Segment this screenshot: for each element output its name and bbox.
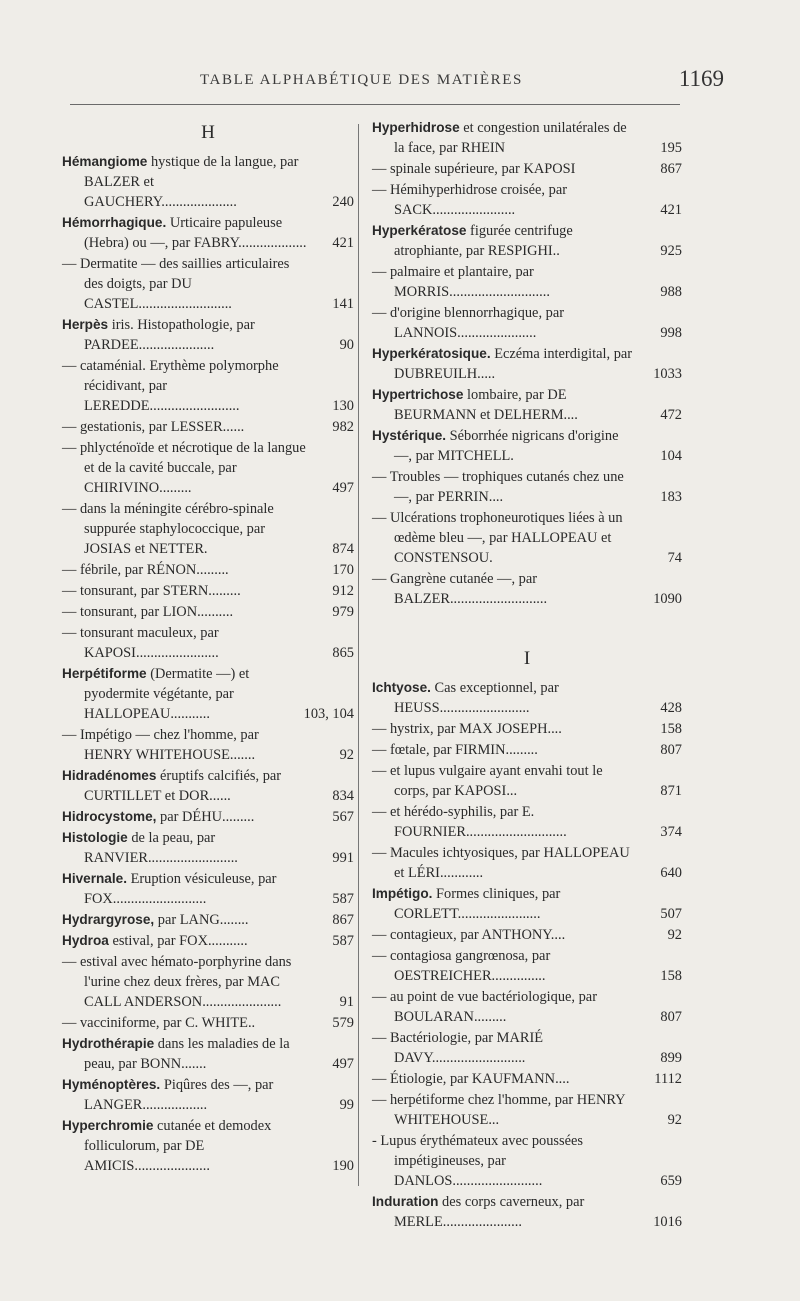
entry-page-number: 867 — [332, 912, 354, 928]
entry-text: — gestationis, par LESSER...... — [62, 419, 245, 435]
entry-page-number: 90 — [339, 337, 354, 353]
entry-text: — cataménial. Erythème polymorphe récidivant, par LEREDDE......................... — [62, 358, 279, 414]
entry-text: — contagiosa gangrœnosa, par OESTREICHER............... — [372, 948, 551, 984]
index-entry — [62, 725, 354, 765]
entry-keyword: Hémorrhagique. — [62, 215, 167, 230]
index-entry — [372, 426, 682, 466]
entry-text: — Gangrène cutanée —, par BALZER........................... — [372, 571, 548, 607]
entry-text: estival, par FOX........... — [108, 933, 248, 949]
entry-keyword: Hystérique. — [372, 428, 447, 443]
index-entry — [62, 1034, 354, 1074]
entry-page-number: 374 — [660, 824, 682, 840]
entry-text: dans les maladies de la peau, par BONN....... — [84, 1036, 290, 1072]
entry-keyword: Hyménoptères. — [62, 1077, 161, 1092]
index-entry — [62, 560, 354, 580]
index-entry — [62, 254, 354, 314]
entry-keyword: Herpétiforme — [62, 666, 147, 681]
entry-text: — Impétigo — chez l'homme, par HENRY WHITEHOUSE....... — [62, 727, 259, 763]
page-number: 1169 — [678, 66, 724, 91]
entry-keyword: Hyperkératose — [372, 223, 467, 238]
entry-text: — fébrile, par RÉNON......... — [62, 562, 229, 578]
index-entry — [62, 602, 354, 622]
index-entry-list — [62, 152, 354, 1176]
left-column — [62, 118, 354, 1177]
entry-text: Eczéma interdigital, par DUBREUILH..... — [394, 346, 633, 382]
entry-page-number: 183 — [660, 489, 682, 505]
entry-page-number: 158 — [660, 968, 682, 984]
entry-keyword: Hidradénomes — [62, 768, 157, 783]
entry-text: — dans la méningite cérébro-spinale suppurée staphylococcique, par JOSIAS et NETTER. — [62, 501, 274, 557]
entry-text: — et lupus vulgaire ayant envahi tout le corps, par KAPOSI... — [372, 763, 603, 799]
index-entry — [372, 385, 682, 425]
entry-page-number: 74 — [667, 550, 682, 566]
entry-page-number: 807 — [660, 742, 682, 758]
entry-keyword: Hydrargyrose, — [62, 912, 155, 927]
entry-text: — Troubles — trophiques cutanés chez une —, par PERRIN.... — [372, 469, 624, 505]
entry-page-number: 240 — [332, 194, 354, 210]
entry-keyword: Induration — [372, 1194, 439, 1209]
index-entry — [62, 807, 354, 827]
entry-page-number: 91 — [339, 994, 354, 1010]
entry-text: — et hérédo-syphilis, par E. FOURNIER............................ — [372, 804, 567, 840]
entry-text: — tonsurant, par STERN......... — [62, 583, 241, 599]
entry-text: Séborrhée nigricans d'origine —, par MITCHELL. — [394, 428, 619, 464]
entry-text: Cas exceptionnel, par HEUSS......................... — [394, 680, 559, 716]
index-entry — [372, 884, 682, 924]
entry-text: Formes cliniques, par CORLETT....................... — [394, 886, 561, 922]
index-entry — [62, 152, 354, 212]
right-column — [372, 118, 682, 1233]
entry-text: des corps caverneux, par MERLE...................... — [394, 1194, 585, 1230]
entry-text: et congestion unilatérales de la face, par RHEIN — [394, 120, 627, 156]
index-entry — [372, 761, 682, 801]
index-entry — [62, 869, 354, 909]
entry-page-number: 988 — [660, 284, 682, 300]
entry-text: — spinale supérieure, par KAPOSI — [372, 161, 576, 177]
entry-page-number: 497 — [332, 1056, 354, 1072]
entry-page-number: 991 — [332, 850, 354, 866]
entry-page-number: 190 — [332, 1158, 354, 1174]
entry-page-number: 1112 — [654, 1071, 682, 1087]
entry-text: iris. Histopathologie, par PARDEE..................... — [84, 317, 255, 353]
entry-text: par LANG........ — [154, 912, 249, 928]
entry-page-number: 99 — [339, 1097, 354, 1113]
entry-keyword: Impétigo. — [372, 886, 433, 901]
index-entry — [62, 417, 354, 437]
entry-page-number: 92 — [667, 1112, 682, 1128]
entry-text: de la peau, par RANVIER......................... — [84, 830, 238, 866]
entry-page-number: 871 — [660, 783, 682, 799]
entry-text: figurée centrifuge atrophiante, par RESPIGHI.. — [394, 223, 573, 259]
entry-page-number: 92 — [339, 747, 354, 763]
index-entry — [372, 303, 682, 343]
entry-page-number: 807 — [660, 1009, 682, 1025]
section-letter-i: I — [523, 648, 531, 669]
entry-keyword: Herpès — [62, 317, 109, 332]
entry-page-number: 925 — [660, 243, 682, 259]
page-header — [70, 64, 724, 105]
section-letter-h: H — [201, 122, 215, 143]
column-divider — [358, 124, 359, 1186]
index-entry — [372, 180, 682, 220]
index-entry — [372, 1069, 682, 1089]
index-entry — [372, 946, 682, 986]
index-entry — [62, 315, 354, 355]
entry-text: — Bactériologie, par MARIÉ DAVY.......................... — [372, 1030, 544, 1066]
entry-text: par DÉHU......... — [156, 809, 255, 825]
entry-page-number: 472 — [660, 407, 682, 423]
entry-text: — Macules ichtyosiques, par HALLOPEAU et LÉRI............ — [372, 845, 630, 881]
entry-page-number: 130 — [332, 398, 354, 414]
entry-page-number: 195 — [660, 140, 682, 156]
index-entry — [372, 569, 682, 609]
entry-page-number: 874 — [332, 541, 354, 557]
entry-page-number: 865 — [332, 645, 354, 661]
entry-page-number: 979 — [332, 604, 354, 620]
entry-text: — hystrix, par MAX JOSEPH.... — [372, 721, 562, 737]
index-entry — [62, 623, 354, 663]
entry-page-number: 497 — [332, 480, 354, 496]
entry-page-number: 912 — [332, 583, 354, 599]
running-title: TABLE ALPHABÉTIQUE DES MATIÈRES — [200, 72, 523, 88]
index-entry — [62, 931, 354, 951]
entry-text: — fœtale, par FIRMIN......... — [372, 742, 538, 758]
entry-page-number: 998 — [660, 325, 682, 341]
index-entry — [372, 719, 682, 739]
entry-keyword: Hyperhidrose — [372, 120, 460, 135]
index-entry — [62, 664, 354, 724]
index-entry — [372, 802, 682, 842]
entry-page-number: 104 — [660, 448, 682, 464]
index-entry — [62, 1013, 354, 1033]
index-entry — [372, 1131, 682, 1191]
entry-text: cutanée et demodex folliculorum, par DE AMICIS..................... — [84, 1118, 272, 1174]
index-entry — [62, 581, 354, 601]
index-entry — [62, 1075, 354, 1115]
index-entry — [62, 213, 354, 253]
entry-page-number: 587 — [332, 933, 354, 949]
entry-page-number: 899 — [660, 1050, 682, 1066]
entry-page-number: 92 — [667, 927, 682, 943]
entry-page-number: 834 — [332, 788, 354, 804]
entry-page-number: 170 — [332, 562, 354, 578]
entry-keyword: Ichtyose. — [372, 680, 431, 695]
index-entry — [372, 221, 682, 261]
entry-page-number: 421 — [660, 202, 682, 218]
index-entry-list — [372, 678, 682, 1232]
entry-page-number: 659 — [660, 1173, 682, 1189]
index-entry — [372, 1192, 682, 1232]
entry-text: (Dermatite —) et pyodermite végétante, par HALLOPEAU........... — [84, 666, 250, 722]
index-entry — [372, 925, 682, 945]
entry-keyword: Hidrocystome, — [62, 809, 157, 824]
index-entry — [372, 678, 682, 718]
index-entry — [62, 828, 354, 868]
entry-keyword: Hivernale. — [62, 871, 127, 886]
entry-page-number: 1033 — [653, 366, 682, 382]
index-entry — [372, 118, 682, 158]
index-entry — [372, 987, 682, 1027]
entry-text: lombaire, par DE BEURMANN et DELHERM.... — [394, 387, 578, 423]
index-entry — [62, 910, 354, 930]
index-entry — [62, 766, 354, 806]
entry-text: Eruption vésiculeuse, par FOX.......................... — [84, 871, 277, 907]
entry-page-number: 579 — [332, 1015, 354, 1031]
index-entry — [372, 159, 682, 179]
section-gap — [372, 610, 682, 644]
index-entry — [62, 499, 354, 559]
index-entry — [372, 740, 682, 760]
entry-keyword: Hémangiome — [62, 154, 148, 169]
index-entry — [62, 438, 354, 498]
index-entry-list — [372, 118, 682, 609]
entry-page-number: 587 — [332, 891, 354, 907]
entry-page-number: 567 — [332, 809, 354, 825]
entry-text: — herpétiforme chez l'homme, par HENRY WHITEHOUSE... — [372, 1092, 626, 1128]
entry-page-number: 1016 — [653, 1214, 682, 1230]
entry-text: — Ulcérations trophoneurotiques liées à un œdème bleu —, par HALLOPEAU et CONSTENSOU. — [372, 510, 623, 566]
index-entry — [372, 843, 682, 883]
entry-text: — Étiologie, par KAUFMANN.... — [372, 1071, 570, 1087]
entry-text: — palmaire et plantaire, par MORRIS............................ — [372, 264, 550, 300]
entry-keyword: Hydroa — [62, 933, 109, 948]
entry-page-number: 867 — [660, 161, 682, 177]
index-entry — [62, 356, 354, 416]
entry-text: - Lupus érythémateux avec poussées impétigineuses, par DANLOS......................... — [372, 1133, 583, 1189]
entry-text: éruptifs calcifiés, par CURTILLET et DOR...... — [84, 768, 282, 804]
entry-text: — tonsurant, par LION.......... — [62, 604, 234, 620]
index-entry — [62, 952, 354, 1012]
entry-page-number: 141 — [332, 296, 354, 312]
entry-text: Piqûres des —, par LANGER.................. — [84, 1077, 274, 1113]
entry-keyword: Hyperkératosique. — [372, 346, 491, 361]
entry-text: — Dermatite — des saillies articulaires des doigts, par DU CASTEL.......................... — [62, 256, 290, 312]
entry-text: — Hémihyperhidrose croisée, par SACK....................... — [372, 182, 568, 218]
index-entry — [62, 1116, 354, 1176]
index-entry — [372, 1090, 682, 1130]
entry-keyword: Hydrothérapie — [62, 1036, 155, 1051]
index-entry — [372, 508, 682, 568]
entry-text: hystique de la langue, par BALZER et GAUCHERY..................... — [84, 154, 299, 210]
entry-text: — vacciniforme, par C. WHITE.. — [62, 1015, 256, 1031]
entry-keyword: Hypertrichose — [372, 387, 464, 402]
index-entry — [372, 344, 682, 384]
entry-text: Urticaire papuleuse (Hebra) ou —, par FABRY................... — [84, 215, 307, 251]
entry-page-number: 428 — [660, 700, 682, 716]
index-entry — [372, 467, 682, 507]
entry-page-number: 103, 104 — [303, 706, 354, 722]
entry-page-number: 158 — [660, 721, 682, 737]
entry-page-number: 640 — [660, 865, 682, 881]
entry-text: — phlycténoïde et nécrotique de la langue et de la cavité buccale, par CHIRIVINO......... — [62, 440, 306, 496]
entry-text: — contagieux, par ANTHONY.... — [372, 927, 566, 943]
index-entry — [372, 262, 682, 302]
entry-page-number: 421 — [332, 235, 354, 251]
index-entry — [372, 1028, 682, 1068]
entry-page-number: 507 — [660, 906, 682, 922]
entry-keyword: Hyperchromie — [62, 1118, 154, 1133]
entry-text: — estival avec hémato-porphyrine dans l'urine chez deux frères, par MAC CALL ANDERSON...................... — [62, 954, 292, 1010]
entry-keyword: Histologie — [62, 830, 128, 845]
entry-text: — au point de vue bactériologique, par BOULARAN......... — [372, 989, 597, 1025]
entry-text: — d'origine blennorrhagique, par LANNOIS...................... — [372, 305, 565, 341]
entry-page-number: 1090 — [653, 591, 682, 607]
entry-text: — tonsurant maculeux, par KAPOSI....................... — [62, 625, 219, 661]
entry-page-number: 982 — [332, 419, 354, 435]
